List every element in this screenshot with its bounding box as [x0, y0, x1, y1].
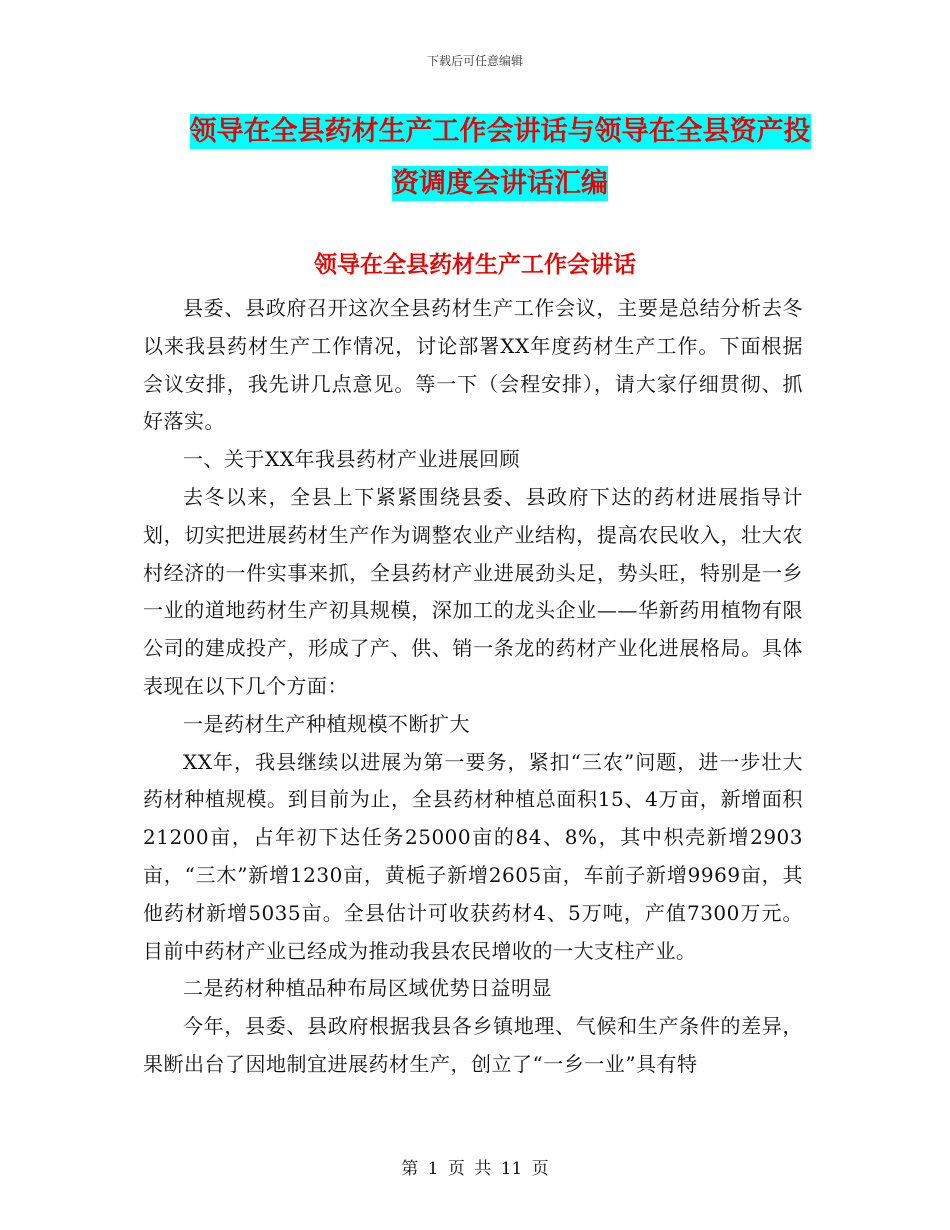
- document-title: [120, 106, 880, 210]
- section-title: 领导在全县药材生产工作会讲话: [314, 252, 636, 278]
- document-body: [143, 290, 803, 1084]
- paragraph-layout: 今年，县委、县政府根据我县各乡镇地理、气候和生产条件的差异，果断出台了因地制宜进展药材生产，创立了“一乡一业”具有特: [143, 1014, 803, 1076]
- subheading-layout: 二是药材种植品种布局区域优势日益明显: [183, 976, 552, 1001]
- paragraph-scale: XX年，我县继续以进展为第一要务，紧扣“三农”问题，进一步壮大药材种植规模。到目前为止，全县药材种植总面积15、4万亩，新增面积21200亩，占年初下达任务25000亩的84、8%，其中枳壳新增2903亩，“三木”新增1230亩，黄栀子新增2605亩，车前子新增9969亩，其他药材新增5035亩。全县估计可收获药材4、5万吨，产值7300万元。目前中药材产业已经成为推动我县农民增收的一大支柱产业。: [143, 749, 803, 963]
- page-number: 第 1 页 共 11 页: [401, 1159, 549, 1179]
- document-title-line-1: 领导在全县药材生产工作会讲话与领导在全县资产投: [189, 116, 811, 147]
- paragraph-review: 去冬以来，全县上下紧紧围绕县委、县政府下达的药材进展指导计划，切实把进展药材生产作为调整农业产业结构，提高农民收入，壮大农村经济的一件实事来抓，全县药材产业进展劲头足，势头旺，特别是一乡一业的道地药材生产初具规模，深加工的龙头企业——华新药用植物有限公司的建成投产，形成了产、供、销一条龙的药材产业化进展格局。具体表现在以下几个方面：: [143, 484, 803, 698]
- heading-part-one: 一、关于XX年我县药材产业进展回顾: [183, 447, 520, 472]
- document-title-line-2: 资调度会讲话汇编: [392, 168, 608, 199]
- header-note: 下载后可任意编辑: [426, 54, 523, 68]
- subheading-scale: 一是药材生产种植规模不断扩大: [183, 711, 470, 736]
- paragraph-intro: 县委、县政府召开这次全县药材生产工作会议，主要是总结分析去冬以来我县药材生产工作情况，讨论部署XX年度药材生产工作。下面根据会议安排，我先讲几点意见。等一下（会程安排），请大家仔细贯彻、抓好落实。: [143, 296, 803, 434]
